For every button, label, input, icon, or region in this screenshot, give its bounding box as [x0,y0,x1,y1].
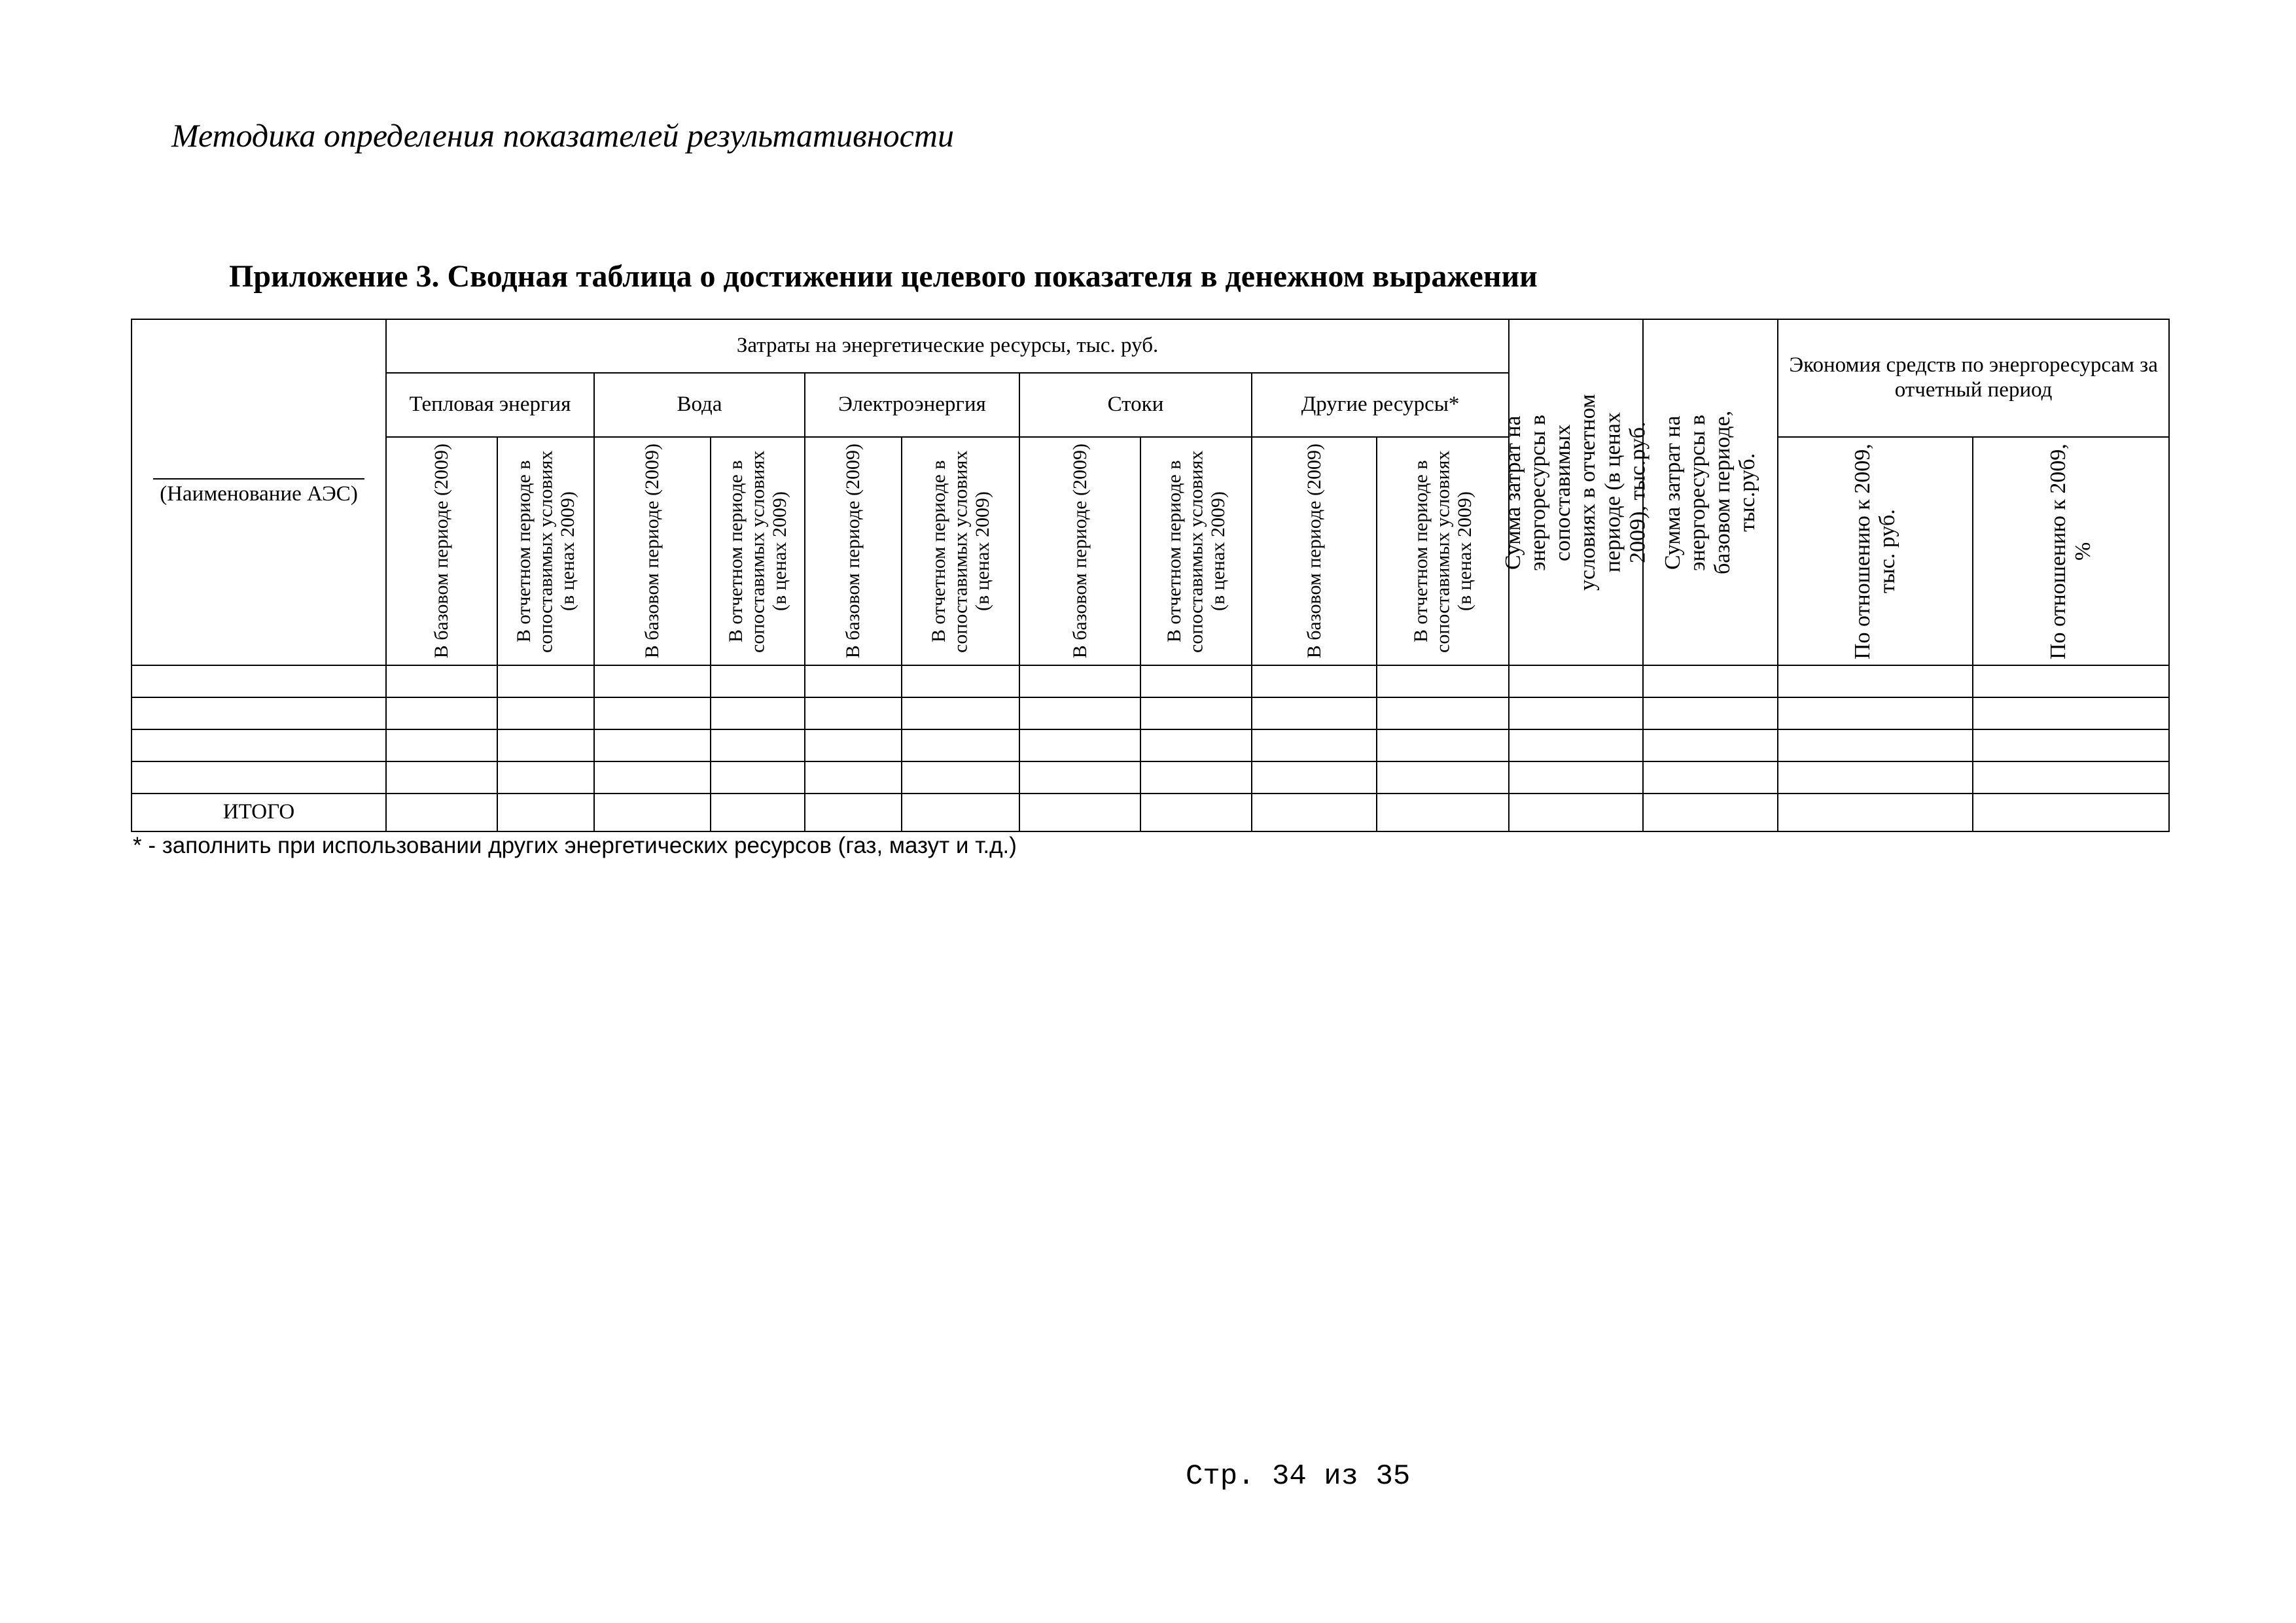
header-sum-reported: Сумма затрат на энергоресурсы в сопоставимых условиях в отчетном периоде (в ценах 2009), тыс.руб. [1509,319,1643,665]
sub-electricity-report: В отчетном периоде в сопоставимых условиях (в ценах 2009) [902,437,1019,665]
header-aes-name: (Наименование АЭС) [132,319,386,665]
total-row [132,794,2169,831]
sub-savings-pct: По отношению к 2009, % [1973,437,2169,665]
sub-savings-rub: По отношению к 2009, тыс. руб. [1778,437,1973,665]
sub-other-report: В отчетном периоде в сопоставимых условиях (в ценах 2009) [1377,437,1509,665]
group-wastewater: Стоки [1019,373,1252,437]
group-other-resources: Другие ресурсы* [1252,373,1509,437]
total-label: ИТОГО [132,794,386,831]
sub-heat-report: В отчетном периоде в сопоставимых условиях (в ценах 2009) [497,437,594,665]
table-row [132,729,2169,761]
appendix-title: Приложение 3. Сводная таблица о достижении целевого показателя в денежном выражении [229,259,1538,294]
header-sum-base: Сумма затрат на энергоресурсы в базовом периоде, тыс.руб. [1643,319,1778,665]
footnote: * - заполнить при использовании других энергетических ресурсов (газ, мазут и т.д.) [133,833,1017,858]
summary-table [131,319,2170,832]
header-savings: Экономия средств по энергоресурсам за отчетный период [1778,319,2169,437]
document-header-title: Методика определения показателей результативности [171,117,954,154]
sub-wastewater-report: В отчетном периоде в сопоставимых условиях (в ценах 2009) [1140,437,1252,665]
sub-water-base: В базовом периоде (2009) [594,437,711,665]
sub-water-report: В отчетном периоде в сопоставимых условиях (в ценах 2009) [711,437,805,665]
group-electricity: Электроэнергия [805,373,1019,437]
sub-other-base: В базовом периоде (2009) [1252,437,1377,665]
table-row [132,761,2169,794]
page-number: Стр. 34 из 35 [1186,1460,1411,1493]
table-row [132,697,2169,729]
group-heat-energy: Тепловая энергия [386,373,594,437]
group-water: Вода [594,373,805,437]
header-energy-costs: Затраты на энергетические ресурсы, тыс. руб. [386,319,1509,373]
table-row [132,665,2169,697]
sub-electricity-base: В базовом периоде (2009) [805,437,902,665]
sub-heat-base: В базовом периоде (2009) [386,437,497,665]
sub-wastewater-base: В базовом периоде (2009) [1019,437,1140,665]
